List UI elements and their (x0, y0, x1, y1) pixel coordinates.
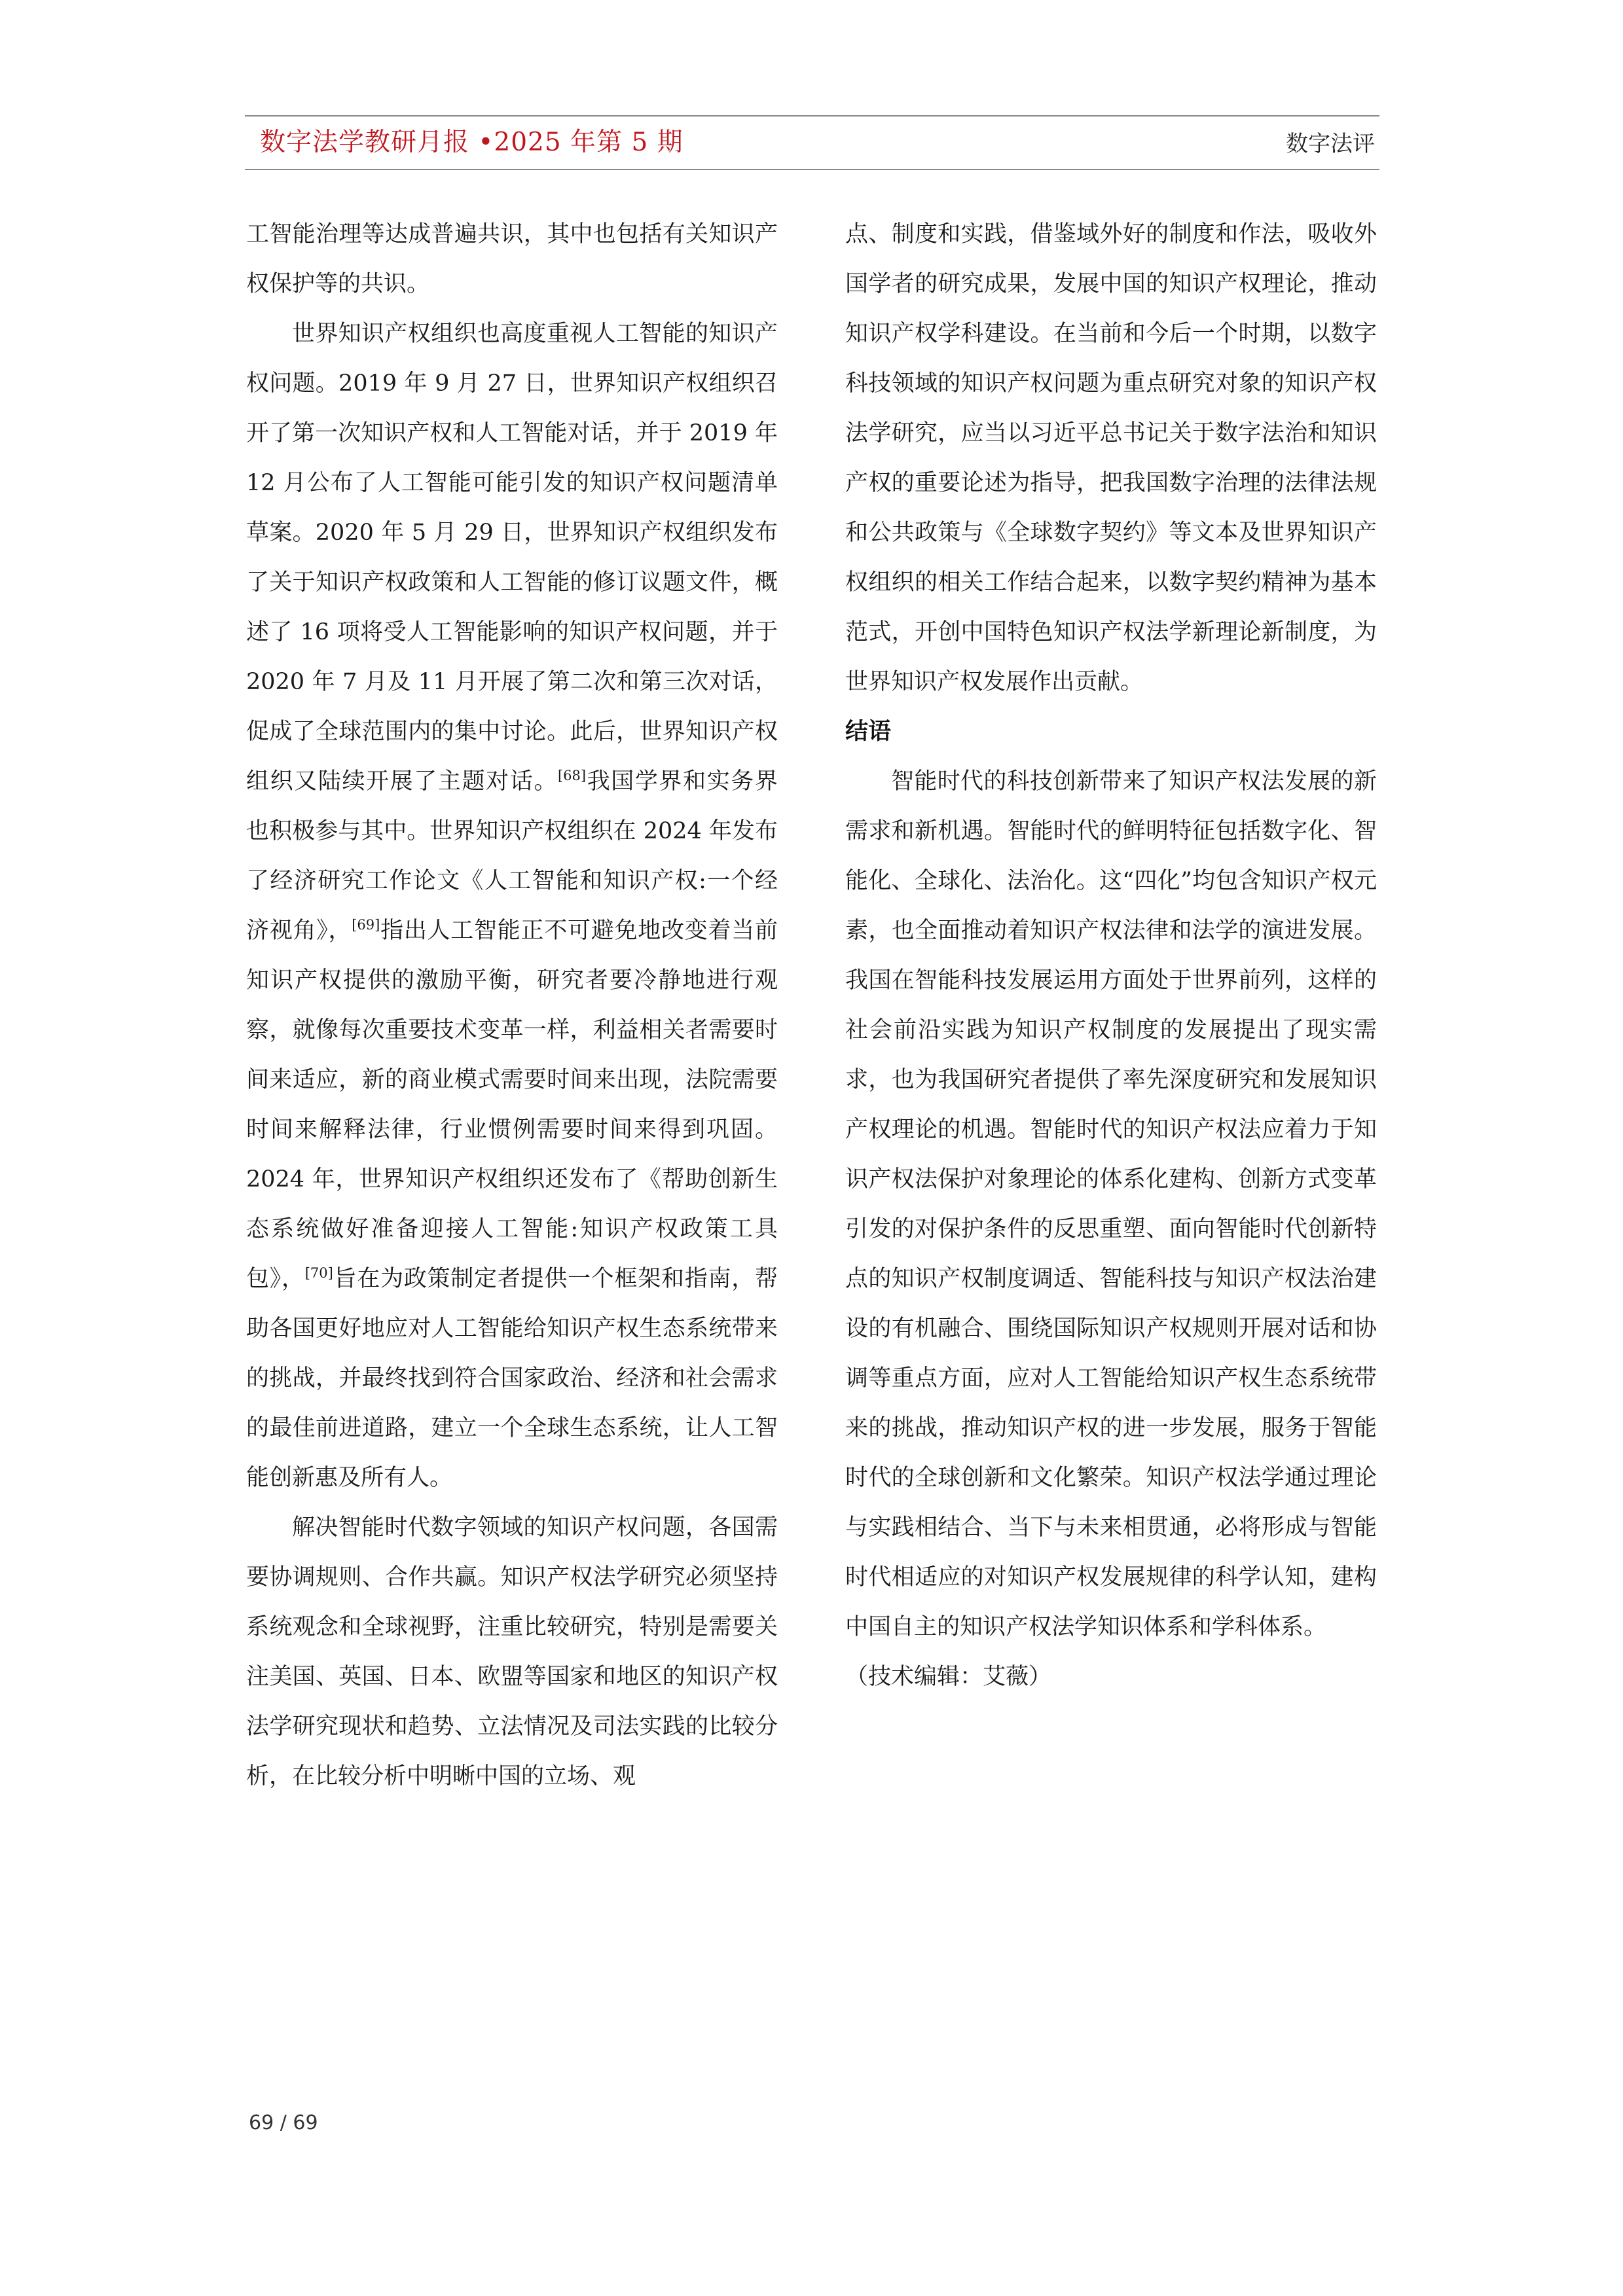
journal-title: 数字法学教研月报 •2025 年第 5 期 (260, 128, 684, 157)
left-paragraph-2 (246, 309, 778, 1503)
left-paragraph-2-part-c: 指出人工智能正不可避免地改变着当前知识产权提供的激励平衡，研究者要冷静地进行观察，就像每次重要技术变革一样，利益相关者需要时间来适应，新的商业模式需要时间来出现，法院需要时间来解释法律，行业惯例需要时间来得到巩固。2024 年，世界知识产权组织还发布了《帮助创新生态系统做好准备迎接人工智能:知识产权政策工具包》， (246, 918, 778, 1292)
left-paragraph-3: 解决智能时代数字领域的知识产权问题，各国需要协调规则、合作共赢。知识产权法学研究必须坚持系统观念和全球视野，注重比较研究，特别是需要关注美国、英国、日本、欧盟等国家和地区的知识产权法学研究现状和趋势、立法情况及司法实践的比较分析，在比较分析中明晰中国的立场、观 (246, 1515, 778, 1789)
left-paragraph-1: 工智能治理等达成普遍共识，其中也包括有关知识产权保护等的共识。 (246, 221, 778, 297)
left-paragraph-2-part-d: 旨在为政策制定者提供一个框架和指南，帮助各国更好地应对人工智能给知识产权生态系统带来的挑战，并最终找到符合国家政治、经济和社会需求的最佳前进道路，建立一个全球生态系统，让人工智能创新惠及所有人。 (246, 1266, 778, 1491)
left-paragraph-2-part-a: 世界知识产权组织也高度重视人工智能的知识产权问题。2019 年 9 月 27 日，世界知识产权组织召开了第一次知识产权和人工智能对话，并于 2019 年 12 月公布了人工智能可能引发的知识产权问题清单草案。2020 年 5 月 29 日，世界知识产权组织发布了关于知识产权政策和人工智能的修订议题文件，概述了 16 项将受人工智能影响的知识产权问题，并于 2020 年 7 月及 11 月开展了第二次和第三次对话，促成了全球范围内的集中讨论。此后，世界知识产权组织又陆续开展了主题对话。 (246, 321, 778, 795)
citation-68[interactable]: [68] (557, 768, 587, 783)
left-paragraph-2-part-b: 我国学界和实务界也积极参与其中。世界知识产权组织在 2024 年发布了经济研究工作论文《人工智能和知识产权:一个经济视角》， (246, 768, 778, 944)
citation-69[interactable]: [69] (352, 917, 380, 933)
header-bottom-rule (245, 169, 1379, 170)
citation-70[interactable]: [70] (304, 1265, 333, 1281)
technical-editor-note: （技术编辑：艾薇） (845, 1664, 1052, 1690)
right-column (845, 209, 1377, 1702)
section-name: 数字法评 (1286, 131, 1375, 157)
right-paragraph-1: 点、制度和实践，借鉴域外好的制度和作法，吸收外国学者的研究成果，发展中国的知识产权理论，推动知识产权学科建设。在当前和今后一个时期，以数字科技领域的知识产权问题为重点研究对象的知识产权法学研究，应当以习近平总书记关于数字法治和知识产权的重要论述为指导，把我国数字治理的法律法规和公共政策与《全球数字契约》等文本及世界知识产权组织的相关工作结合起来，以数字契约精神为基本范式，开创中国特色知识产权法学新理论新制度，为世界知识产权发展作出贡献。 (845, 221, 1377, 695)
header-top-rule (245, 115, 1379, 117)
right-paragraph-2: 智能时代的科技创新带来了知识产权法发展的新需求和新机遇。智能时代的鲜明特征包括数字化、智能化、全球化、法治化。这“四化”均包含知识产权元素，也全面推动着知识产权法律和法学的演进发展。我国在智能科技发展运用方面处于世界前列，这样的社会前沿实践为知识产权制度的发展提出了现实需求，也为我国研究者提供了率先深度研究和发展知识产权理论的机遇。智能时代的知识产权法应着力于知识产权法保护对象理论的体系化建构、创新方式变革引发的对保护条件的反思重塑、面向智能时代创新特点的知识产权制度调适、智能科技与知识产权法治建设的有机融合、围绕国际知识产权规则开展对话和协调等重点方面，应对人工智能给知识产权生态系统带来的挑战，推动知识产权的进一步发展，服务于智能时代的全球创新和文化繁荣。知识产权法学通过理论与实践相结合、当下与未来相贯通，必将形成与智能时代相适应的对知识产权发展规律的科学认知，建构中国自主的知识产权法学知识体系和学科体系。 (845, 768, 1377, 1640)
conclusion-heading: 结语 (845, 719, 892, 745)
page-number: 69 / 69 (249, 2111, 318, 2134)
left-column (246, 209, 778, 1801)
